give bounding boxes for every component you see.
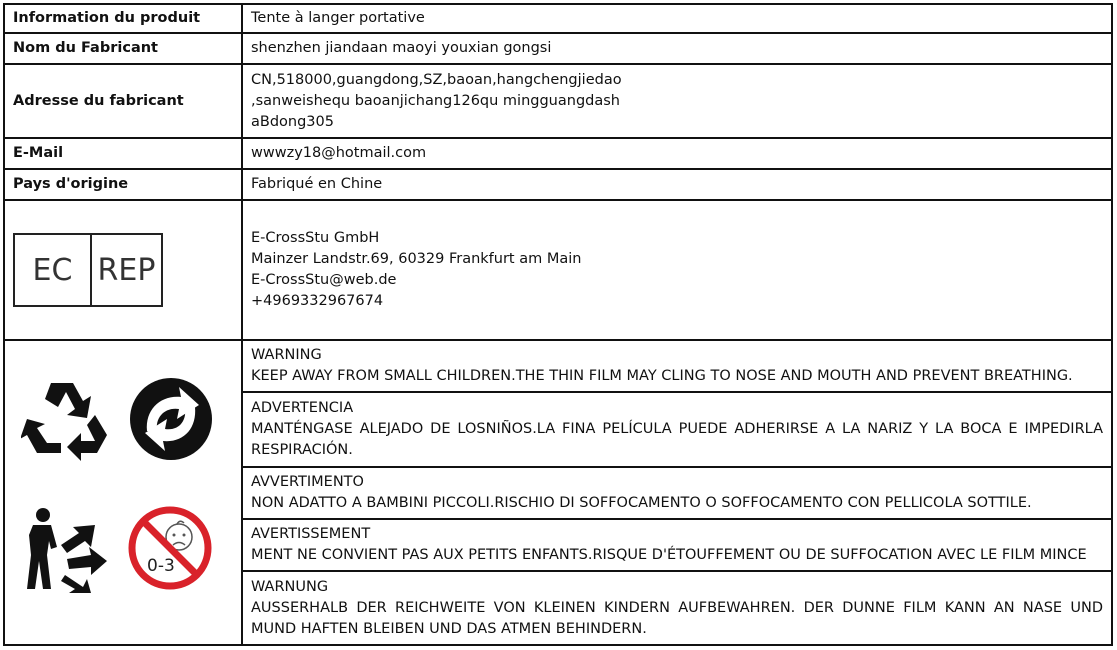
product-info-table [3, 3, 1113, 646]
recycle-icon [21, 375, 111, 461]
warning-spanish [242, 392, 1112, 466]
triman-icon [21, 505, 115, 593]
product-info-value: Tente à langer portative [242, 4, 1112, 33]
rep-label: REP [97, 252, 156, 288]
address-line: CN,518000,guangdong,SZ,baoan,hangchengjiedao [251, 71, 622, 88]
warning-english [242, 340, 1112, 392]
ec-rep-company: E-CrossStu GmbH [251, 230, 380, 246]
green-dot-icon [127, 375, 215, 463]
warning-text: KEEP AWAY FROM SMALL CHILDREN.THE THIN FILM MAY CLING TO NOSE AND MOUTH AND PREVENT BREATHING. [251, 368, 1073, 385]
table-row [4, 4, 1112, 33]
warning-title: WARNUNG [251, 578, 329, 595]
ec-rep-email: E-CrossStu@web.de [251, 272, 397, 288]
table-row [4, 33, 1112, 64]
ec-rep-street: Mainzer Landstr.69, 60329 Frankfurt am Main [251, 251, 582, 267]
warning-german [242, 571, 1112, 645]
warning-text: MANTÉNGASE ALEJADO DE LOSNIÑOS.LA FINA PELÍCULA PUEDE ADHERIRSE A LA NARIZ Y LA BOCA E IMPEDIRLA RESPIRACIÓN. [251, 421, 1103, 459]
table-row [4, 340, 1112, 392]
warning-title: WARNING [251, 347, 322, 364]
ec-rep-symbol-cell [4, 200, 242, 340]
email-label: E-Mail [4, 138, 242, 169]
ec-label: EC [15, 235, 92, 305]
manufacturer-name-label: Nom du Fabricant [4, 33, 242, 64]
manufacturer-address-value [242, 64, 1112, 138]
manufacturer-name-value: shenzhen jiandaan maoyi youxian gongsi [242, 33, 1112, 64]
warning-italian [242, 467, 1112, 519]
country-origin-label: Pays d'origine [4, 169, 242, 200]
table-row [4, 169, 1112, 200]
ec-rep-address [242, 200, 1112, 340]
ec-rep-symbol [13, 233, 163, 307]
warning-title: AVVERTIMENTO [251, 473, 364, 490]
table-row [4, 64, 1112, 138]
product-info-label: Information du produit [4, 4, 242, 33]
warning-text: AUSSERHALB DER REICHWEITE VON KLEINEN KINDERN AUFBEWAHREN. DER DUNNE FILM KANN AN NASE UND MUND HAFTEN BLEIBEN UND DAS ATMEN BEHINDERN. [251, 599, 1103, 637]
email-value: wwwzy18@hotmail.com [242, 138, 1112, 169]
symbols-cell [4, 340, 242, 645]
ec-rep-phone: +4969332967674 [251, 293, 384, 309]
warning-title: ADVERTENCIA [251, 400, 354, 417]
warning-title: AVERTISSEMENT [251, 526, 371, 543]
age-restriction-icon [127, 505, 213, 591]
address-line: aBdong305 [251, 113, 334, 130]
address-line: ,sanweishequ baoanjichang126qu mingguangdash [251, 92, 620, 109]
warning-french [242, 519, 1112, 571]
warning-text: NON ADATTO A BAMBINI PICCOLI.RISCHIO DI SOFFOCAMENTO O SOFFOCAMENTO CON PELLICOLA SOTTILE. [251, 494, 1032, 511]
table-row [4, 138, 1112, 169]
manufacturer-address-label: Adresse du fabricant [4, 64, 242, 138]
warning-text: MENT NE CONVIENT PAS AUX PETITS ENFANTS.RISQUE D'ÉTOUFFEMENT OU DE SUFFOCATION AVEC LE FILM MINCE [251, 547, 1087, 564]
table-row [4, 200, 1112, 340]
age-label: 0-3 [147, 556, 175, 576]
symbols-grid [13, 341, 233, 644]
country-origin-value: Fabriqué en Chine [242, 169, 1112, 200]
